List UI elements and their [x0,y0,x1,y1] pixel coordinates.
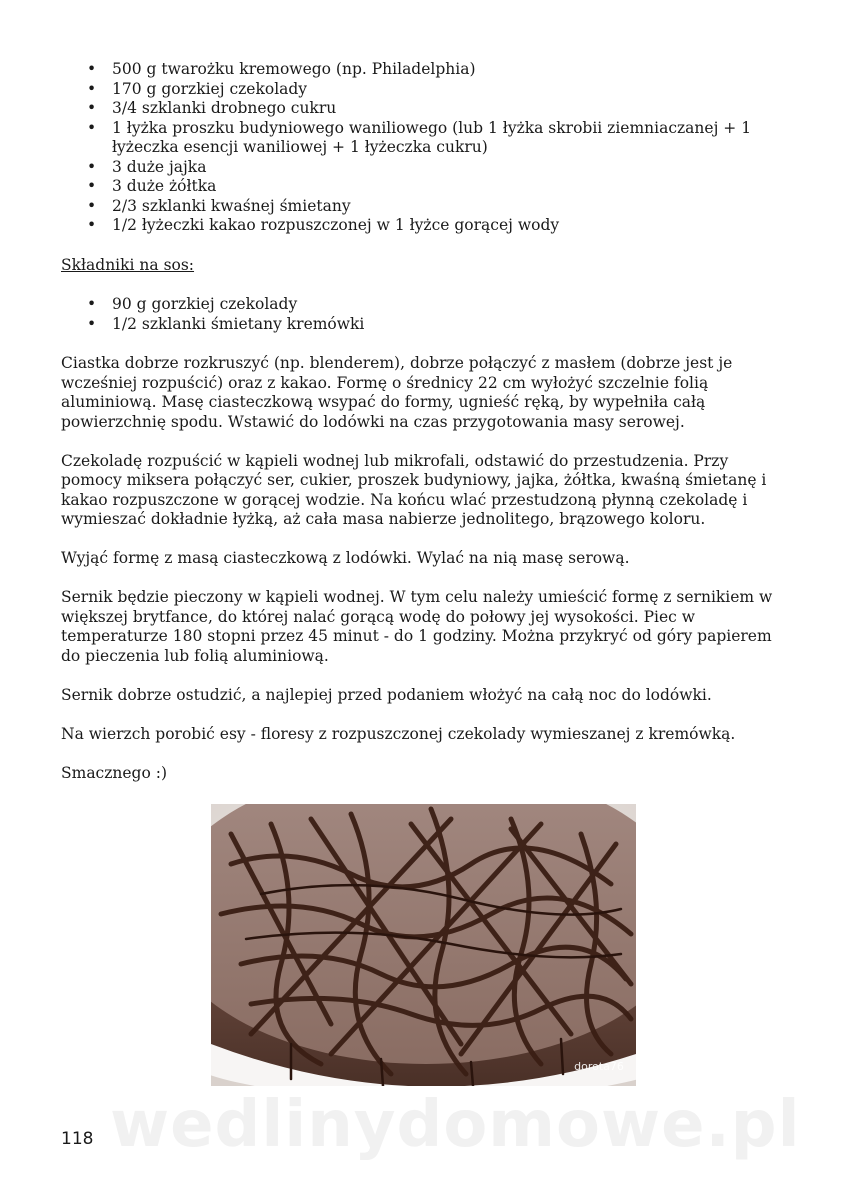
list-item [61,177,791,197]
list-item [61,80,791,100]
list-item [61,119,791,158]
page-number: 118 [61,1129,94,1149]
bullet-icon: • [87,99,97,117]
ingredient-list [61,60,791,236]
list-item [61,60,791,80]
ingredient-text: 170 g gorzkiej czekolady [112,79,308,98]
list-item [61,315,791,335]
bullet-icon: • [87,118,97,137]
bullet-icon: • [87,60,97,78]
instruction-paragraph: Wyjąć formę z masą ciasteczkową z lodówki. Wylać na nią masę serową. [61,549,630,567]
list-item [61,216,791,236]
ingredient-text: 500 g twarożku kremowego (np. Philadelphia) [112,60,476,78]
instruction-paragraph: Sernik dobrze ostudzić, a najlepiej przed podaniem włożyć na całą noc do lodówki. [61,685,712,704]
list-item [61,295,791,315]
watermark: wedlinydomowe.pl [110,1088,801,1162]
bullet-icon: • [87,295,97,313]
bullet-icon: • [87,196,97,215]
sauce-heading: Składniki na sos: [61,255,195,274]
page-content [61,60,791,803]
bullet-icon: • [87,314,97,333]
ingredient-text: 1/2 łyżeczki kakao rozpuszczonej w 1 łyżce gorącej wody [112,216,560,234]
ingredient-text: 1/2 szklanki śmietany kremówki [112,314,365,333]
instruction-paragraph: Na wierzch porobić esy - floresy z rozpuszczonej czekolady wymieszanej z kremówką. [61,724,736,743]
instruction-paragraph: Czekoladę rozpuścić w kąpieli wodnej lub mikrofali, odstawić do przestudzenia. Przy pomocy miksera połączyć ser, cukier, proszek budyniowy, jajka, żółtka, kwaśną śmietanę i kakao rozpuszczone w gorącej wodzie. Na końcu wlać przestudzoną płynną czekoladę i wymieszać dokładnie łyżką, aż cała masa nabierze jednolitego, brązowego koloru. [61,451,767,528]
cheesecake-illustration [211,804,636,1086]
list-item [61,197,791,217]
ingredient-text: 3 duże jajka [112,157,207,176]
instruction-paragraph: Smacznego :) [61,763,168,782]
ingredient-text: 90 g gorzkiej czekolady [112,295,298,313]
ingredient-text: 3 duże żółtka [112,177,217,195]
instructions [61,354,791,783]
ingredient-text: 1 łyżka proszku budyniowego waniliowego (lub 1 łyżka skrobii ziemniaczanej + 1 łyżeczka esencji waniliowej + 1 łyżeczka cukru) [112,118,752,156]
photo-caption: dorota76 [574,1060,624,1073]
ingredient-text: 3/4 szklanki drobnego cukru [112,99,337,117]
list-item [61,158,791,178]
instruction-paragraph: Ciastka dobrze rozkruszyć (np. blenderem), dobrze połączyć z masłem (dobrze jest je wcześniej rozpuścić) oraz z kakao. Formę o średnicy 22 cm wyłożyć szczelnie folią aluminiową. Masę ciasteczkową wsypać do formy, ugnieść ręką, by wypełniła całą powierzchnię spodu. Wstawić do lodówki na czas przygotowania masy serowej. [61,354,733,431]
list-item [61,99,791,119]
instruction-paragraph: Sernik będzie pieczony w kąpieli wodnej. W tym celu należy umieścić formę z sernikiem w większej brytfance, do której nalać gorącą wodę do połowy jej wysokości. Piec w temperaturze 180 stopni przez 45 minut - do 1 godziny. Można przykryć od góry papierem do pieczenia lub folią aluminiową. [61,588,773,665]
ingredient-text: 2/3 szklanki kwaśnej śmietany [112,196,351,215]
bullet-icon: • [87,177,97,195]
bullet-icon: • [87,79,97,98]
cheesecake-photo [211,804,636,1086]
bullet-icon: • [87,157,97,176]
sauce-ingredient-list [61,295,791,334]
bullet-icon: • [87,216,97,234]
